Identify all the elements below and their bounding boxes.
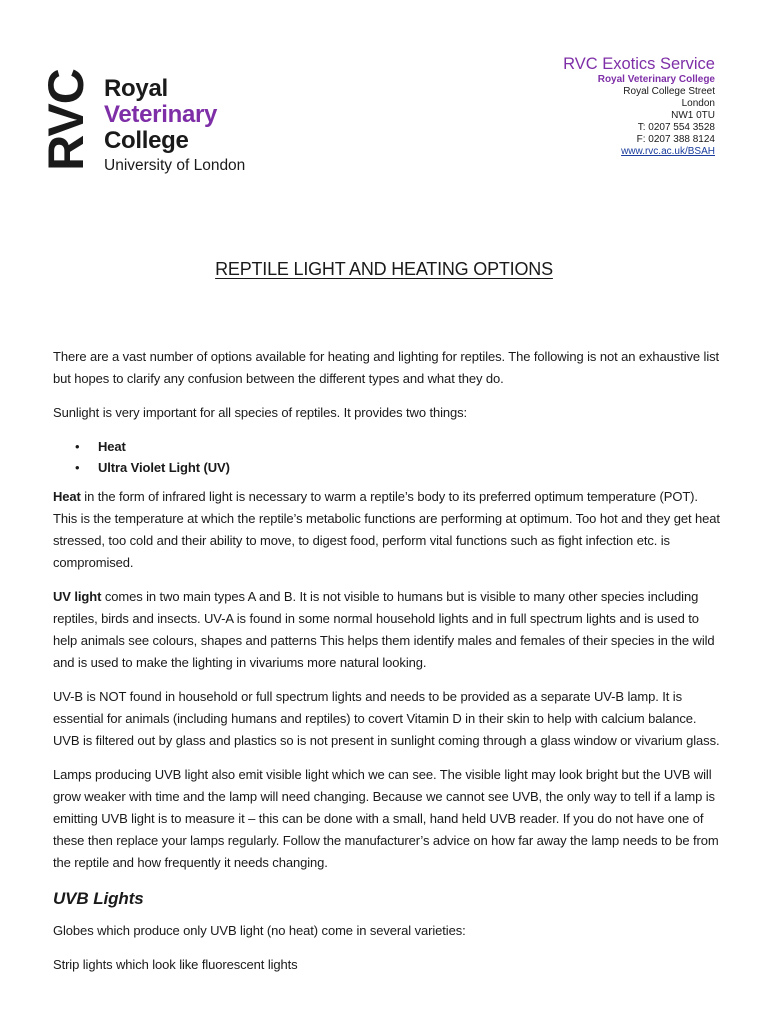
lamps-paragraph: Lamps producing UVB light also emit visible light which we can see. The visible light may look bright but the UVB will grow weaker with time and the lamp will need changing. Because we cannot see UVB, the only way to tell if a lamp is emitting UVB light is to measure it – this can be done with a small, hand held UVB reader. If you do not have one of these then replace your lamps regularly. Follow the manufacturer’s advice on how far away the lamp needs to be from the reptile and how frequently it needs changing. bbox=[53, 767, 719, 870]
uv-term: UV light bbox=[53, 589, 102, 604]
list-item: • Ultra Violet Light (UV) bbox=[98, 457, 723, 478]
fax-number: F: 0207 388 8124 bbox=[636, 134, 715, 145]
strip-lights-paragraph: Strip lights which look like fluorescent lights bbox=[53, 957, 298, 972]
college-name: Royal Veterinary College bbox=[597, 74, 715, 85]
uv-paragraph bbox=[53, 586, 723, 674]
sunlight-paragraph: Sunlight is very important for all species of reptiles. It provides two things: bbox=[53, 405, 468, 420]
rvc-monogram-text: RVC bbox=[38, 68, 95, 171]
heat-term: Heat bbox=[53, 489, 81, 504]
rvc-logo bbox=[40, 52, 270, 187]
city: London bbox=[681, 98, 715, 109]
sunlight-benefits-list bbox=[53, 436, 723, 478]
logo-wordmark bbox=[104, 76, 245, 175]
uvb-paragraph: UV-B is NOT found in household or full spectrum lights and needs to be provided as a separate UV-B lamp. It is essential for animals (including humans and reptiles) to covert Vitamin D in their skin to help with calcium balance. UVB is filtered out by glass and plastics so is not present in sunlight coming through a glass window or vivarium glass. bbox=[53, 689, 720, 748]
website-link[interactable]: www.rvc.ac.uk/BSAH bbox=[621, 146, 715, 157]
list-item: • Heat bbox=[98, 436, 723, 457]
document-title: REPTILE LIGHT AND HEATING OPTIONS bbox=[215, 259, 553, 279]
logo-university: University of London bbox=[104, 157, 246, 174]
address-block bbox=[563, 54, 715, 158]
street-address: Royal College Street bbox=[623, 86, 715, 97]
globes-paragraph: Globes which produce only UVB light (no heat) come in several varieties: bbox=[53, 923, 466, 938]
uvb-lights-heading: UVB Lights bbox=[53, 889, 144, 908]
logo-veterinary: Veterinary bbox=[104, 101, 218, 128]
intro-paragraph: There are a vast number of options available for heating and lighting for reptiles. The following is not an exhaustive list but hopes to clarify any confusion between the different types and what they do. bbox=[53, 349, 720, 386]
phone-number: T: 0207 554 3528 bbox=[637, 122, 715, 133]
document-body bbox=[53, 346, 723, 988]
heat-paragraph bbox=[53, 486, 723, 574]
heat-text: in the form of infrared light is necessary to warm a reptile’s body to its preferred optimum temperature (POT). This is the temperature at which the reptile’s metabolic functions are performing at optimum. Too hot and they get heat stressed, too cold and their ability to move, to digest food, perform vital functions such as fight infection etc. is compromised. bbox=[53, 489, 720, 570]
postcode: NW1 0TU bbox=[671, 110, 715, 121]
uv-text: comes in two main types A and B. It is not visible to humans but is visible to many other species including reptiles, birds and insects. UV-A is found in some normal household lights and in full spectrum lights and is used to help animals see colours, shapes and patterns This helps them identify males and females of their species in the wild and is used to make the lighting in vivariums more natural looking. bbox=[53, 589, 715, 670]
rvc-monogram bbox=[38, 52, 95, 187]
logo-college: College bbox=[104, 127, 189, 154]
logo-royal: Royal bbox=[104, 75, 168, 102]
service-name: RVC Exotics Service bbox=[563, 55, 715, 73]
